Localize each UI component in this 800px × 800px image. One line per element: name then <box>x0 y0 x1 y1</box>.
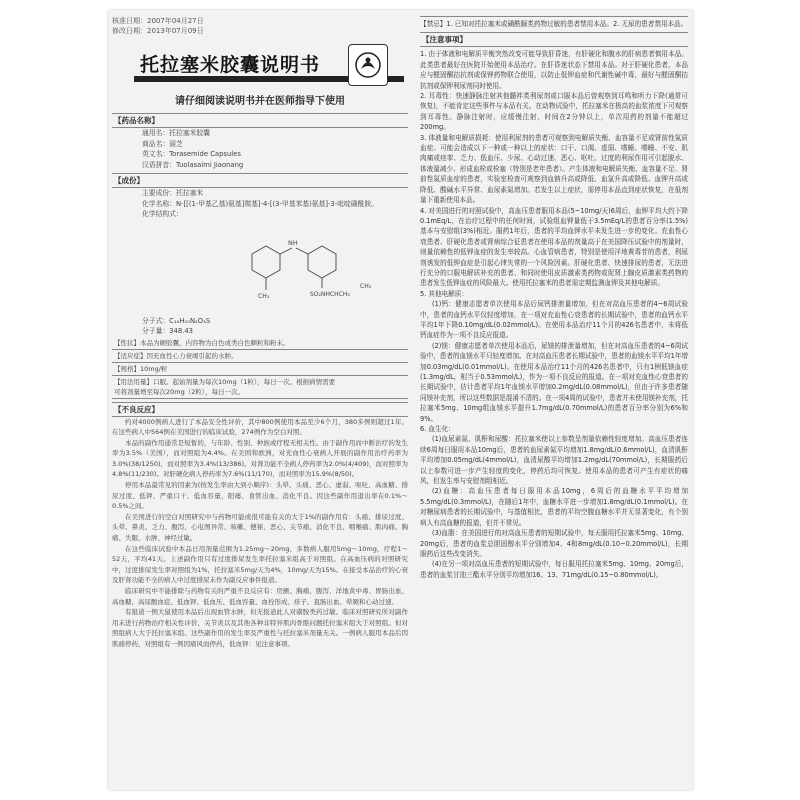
precaution-item: (1)血尿素氮、肌酐和尿酸：托拉塞米使以上参数呈剂量依赖性轻度增加。高血压患者连续6周每日服用本品10mg后，患者的血尿素氮平均增加1.8mg/dL(0.6mmol/L)，血清肌酐平均增加0.05mg/dL(4mmol/L)，血清尿酸平均增加1.2mg/dL(70mmol/L)，长期服药后以上参数可进一步产生轻度的变化，停药后均可恢复。使用本品的患者可产生有症状的痛风，但发生率与安慰剂组相近。 <box>420 435 688 486</box>
molecular-formula: 分子式：C₁₆H₂₀N₄O₃S <box>142 316 211 325</box>
adverse-para: 在美国进行的空白对照研究中与药物可能或很可能有关的大于1%的副作用有：头痛、排尿过度、头晕、鼻炎、乏力、腹泻、心电图异常、咳嗽、便秘、恶心、关节痛、消化不良、咽喉痛、肌肉痛、胸痛、失眠、水肿、神经过敏。 <box>112 512 408 543</box>
precaution-item: (2)镁：健康志愿者单次使用本品后，尿镁的排泄量增加，但在对高血压患者的4~6周试验中，患者的血镁水平只轻度增加。在对高血压患者长期试验中，患者的血镁水平平均1年增加0.03mg/dL(0.01mmol/L)。在使用本品治疗11个月的426名患者中，只有1例低镁血症(1.3mg/dL，相当于0.53mmol/L)，作为一项不良反应的报道。在一项对充血性心衰患者的长期试验中，估计患者平均1年血镁水平增加0.2mg/dL(0.08mmol/L)，但由于许多患者随同镁补充剂，所以这些数据是混淆不清的。在一项4周的试验中，患者并未使用镁补充剂，托拉塞米5mg、10mg组血镁水平提升1.7mg/dL(0.70mmol/L)的患者百分率分别为6%和9%。 <box>420 341 688 423</box>
precaution-item: (2)血糖：高血压患者每日服用本品10mg，6周后的血糖水平平均增加5.5mg/dL(0.3mmol/L)，在随后1年中，血糖水平进一步增加1.8mg/dL(0.1mmol/L)。在对糖尿病患者的长期试验中，与基值相比，患者的平均空腹血糖水平并无显著变化，有个别病人有高血糖的报道，但并不常见。 <box>420 487 688 527</box>
precaution-item: 6. 血生化： <box>420 425 455 434</box>
precaution-item: 4. 对美国进行的对照试验中，高血压患者服用本品(5~10mg/天)6周后，血钾平均大约下降0.1mEq/L，在治疗过程中的任何时间，试验组血钾量低于3.5mEq/L的患者百分率(1.5%)基本与安慰组(3%)相近。服药1年后，患者的平均血钾水平未发生进一步的变化。充血性心衰患者、肝硬化患者或肾病综合征患者在使用本品的剂量高于在美国降压试验中的剂量时，则量依赖性的低钾血症的发生率较高。心血管病患者，特别是使用洋地黄毒苷的患者，利尿剂诱发的低钾血症是引起心律失常的一个风险因素。肝硬化患者、快速排尿的患者，无法进行充分的口服电解质补充的患者、和同时使用皮质激素类药物或促肾上腺皮质激素类药物的患者发生低钾血症的风险最大。使用托拉塞米的患者需定期监测血钾及其他电解质。 <box>420 206 688 288</box>
section-adverse-head: 【不良反应】 <box>112 402 408 417</box>
section-properties: 【性状】本品为硬胶囊，内容物为白色或类白色颗粒和粉末。 <box>112 337 408 350</box>
common-name: 通用名：托拉塞米胶囊 <box>142 129 210 137</box>
section-contraindications: 【禁忌】1. 已知对托拉塞米或磺酰脲类药物过敏的患者禁用本品。2. 无尿的患者禁用本品。 <box>420 16 688 29</box>
trade-name: 商品名：丽芝 <box>142 139 183 148</box>
section-indications: 【适应症】因充血性心力衰竭引起的水肿。 <box>112 350 408 363</box>
dosage-line-1: 【用法用量】口服。起始剂量为每次10mg（1粒），每日一次。根据病情需要 <box>114 377 336 386</box>
precaution-item: (3)血脂：在美国进行的对高血压患者的短期试验中，每天服用托拉塞米5mg、10mg、20mg后，患者的血浆总胆固醇水平分别增加4、4和8mg/dL(0.10~0.20mmol/L)，长期服药后这些改变消失。 <box>420 529 688 558</box>
pinyin-name: 汉语拼音：Tuolasaimi Jiaonang <box>142 160 244 169</box>
ch3-label: CH₃ <box>258 292 270 300</box>
english-name: 英文名：Torasemide Capsules <box>142 150 241 158</box>
adverse-para: 在这些临床试验中本品日用剂量范围为1.25mg～20mg，多数病人服用5mg～10mg，疗程1～52天，平均41天。上述副作用只有过度排尿发生率托拉塞米组高于对照组。在高血压病的对照研究中，过度排尿发生率对照组为1%，托拉塞米5mg/天为4%，10mg/天为15%。在接受本品治疗的心衰及肝肾功能不全的病人中过度排尿未作为副反应事件报道。 <box>112 544 408 585</box>
sulfonyl-label: SO₂NHCHCH₃ <box>310 290 350 298</box>
precaution-item: 3. 体液量和电解质损耗：使用利尿剂的患者可观察到电解质失衡、血容量不足或肾前性氮质血症。可能会造成以下一种或一种以上的症状：口干、口渴、虚弱、嗜睡、嗜睡、不安、肌肉痛或痉挛、乏力、低血压、少尿、心动过速、恶心、呕吐。过度的利尿作用可引起脱水、体液量减少、形成血栓或栓塞（特别是老年患者）。产生体液和电解质失衡、血容量不足、肾前性氮质血症的患者，实验室检查可观察到血钠升高或降低、血氯升高或降低、血钾升高或降低、酸碱水平异常、血尿素氮增加。若发生以上症状，需停用本品直到症状恢复，在低剂量下重新使用本品。 <box>420 133 688 205</box>
adverse-para: 临床研究中不能排除与药物有关的严重不良反应有：房颤、胸痛、腹泻、洋地黄中毒、胃肠出血、高血糖、高尿酸血症、低血钾、低血压、低血容量、血栓形成、疹子、直肠出血、晕厥和心动过速。 <box>112 587 408 606</box>
section-dosage <box>112 376 408 399</box>
main-ingredient: 主要成份：托拉塞米 <box>142 189 204 197</box>
adverse-para: 有报道一例大鼠使用本品后出现血管水肿，但无报道此人对磺胺类药过敏。临床对照研究所对副作用未进行药物治疗相关性评价，关节炎以及其他各种非特异肌肉骨骼问题托拉塞米组大于对照组。但对照组病人大于托拉塞米组。这些副作用的发生率及严重性与托拉塞米剂量无关。一例病人服用本品后因肌痛停药，对照组有一例因痛风而停药，低血钾：见注意事项。 <box>112 608 408 648</box>
adverse-paragraphs <box>112 417 408 650</box>
adverse-para: 约对4000例病人进行了本品安全性评价，其中800例使用本品至少6个月，380多例则超过1年。在这些病人中564例在美国进行的临床试验，274例作为空白对照。 <box>112 417 408 437</box>
adverse-para: 本品的副作用通常是短暂的，与年龄、性别、种族或疗程无相关性。由于副作用而中断治疗的发生率为3.5%（美国），而对照组为4.4%。在美国和欧洲，对充血性心衰病人开展的副作用治疗药率为3.0%(38/1250)，而对照率为3.4%(13/386)。对肾功能不全病人停药率为2.0%(4/409)，而对照率为4.8%(11/230)。对肝硬化病人停药率为7.6%(11/170)，而对照率为15.9%(8/50)。 <box>112 438 408 479</box>
ch3-side-label: CH₃ <box>360 282 372 290</box>
precaution-item: (4)在另一项对高血压患者的短期试验中，每日服用托拉塞米5mg、10mg、20mg后，患者的血浆甘油三酯水平分别平均增加16、13、71mg/dL(0.15~0.80mmol/L)。 <box>420 560 688 579</box>
precaution-item: 2. 耳毒性：快速静脉注射其他髓袢类利尿剂或口服本品后曾观察到耳鸣和听力下降(通常可恢复)，不能肯定这些事件与本品有关。在动物试验中，托拉塞米在极高的血浆浓度下可观察到耳毒性。静脉注射时，应缓慢注射，时间在2分钟以上，单次用药的剂量不能超过200mg。 <box>420 92 688 132</box>
section-specification: 【规格】10mg/粒 <box>112 363 408 376</box>
precaution-item: (1)钙：健康志愿者单次使用本品后尿钙排泄量增加，但在对高血压患者的4~6周试验中，患者的血钙水平仅轻度增加，在一项对充血性心衰患者的长期试验中，患者的血钙水平平均1年下降0.10mg/dL(0.02mmol/L)。在使用本品治疗11个月的426名患者中，未将低钙血症作为一项不良反应报道。 <box>420 300 688 340</box>
molecular-weight: 分子量：348.43 <box>142 327 193 335</box>
revision-date: 修改日期：2013年07月09日 <box>112 27 204 35</box>
section-composition-head: 【成份】 <box>112 173 408 188</box>
section-name-head: 【药品名称】 <box>112 113 408 128</box>
document-title: 托拉塞米胶囊说明书 <box>140 54 321 76</box>
precaution-item: 5. 其他电解质： <box>420 289 468 298</box>
structure-label: 化学结构式： <box>142 210 183 218</box>
title-block <box>112 46 408 90</box>
dosage-line-2: 可将剂量增至每次20mg（2粒），每日一次。 <box>114 387 245 396</box>
section-precautions-head: 【注意事项】 <box>420 32 688 47</box>
brand-logo-icon <box>348 44 388 86</box>
right-column <box>420 16 688 786</box>
adverse-para: 停用本品最常见的因素为(按发生率由大到小顺序)：头晕、头痛、恶心、虚弱、呕吐、高血糖、排尿过度、低钾、严重口干、低血容量、阳痿、食管出血、消化不良。因这些副作用退出率在0.1%～0.5%之间。 <box>112 481 408 511</box>
subtitle: 请仔细阅读说明书并在医师指导下使用 <box>175 96 345 107</box>
chemical-name: 化学名称：N-[[(1-甲基乙基)氨基]羰基]-4-[(3-甲基苯基)氨基]-3-吡啶磺酰胺。 <box>142 199 378 208</box>
precaution-item: 1. 由于体液和电解质平衡突然改变可能导致肝昏迷，有肝硬化和腹水的肝病患者慎用本品。此类患者最好在医院开始使用本品治疗。在肝昏迷状态下禁用本品。对于肝硬化患者，本品应与醛固酮拮抗剂或保钾药物联合使用，以防止低钾血症和代谢性碱中毒，最好与醛固酮拮抗剂或保钾利尿剂同时使用。 <box>420 50 688 90</box>
chemical-structure <box>112 220 408 316</box>
left-column <box>112 16 408 786</box>
approval-date: 核准日期：2007年04月27日 <box>112 17 204 25</box>
nh-label: NH <box>288 238 298 247</box>
